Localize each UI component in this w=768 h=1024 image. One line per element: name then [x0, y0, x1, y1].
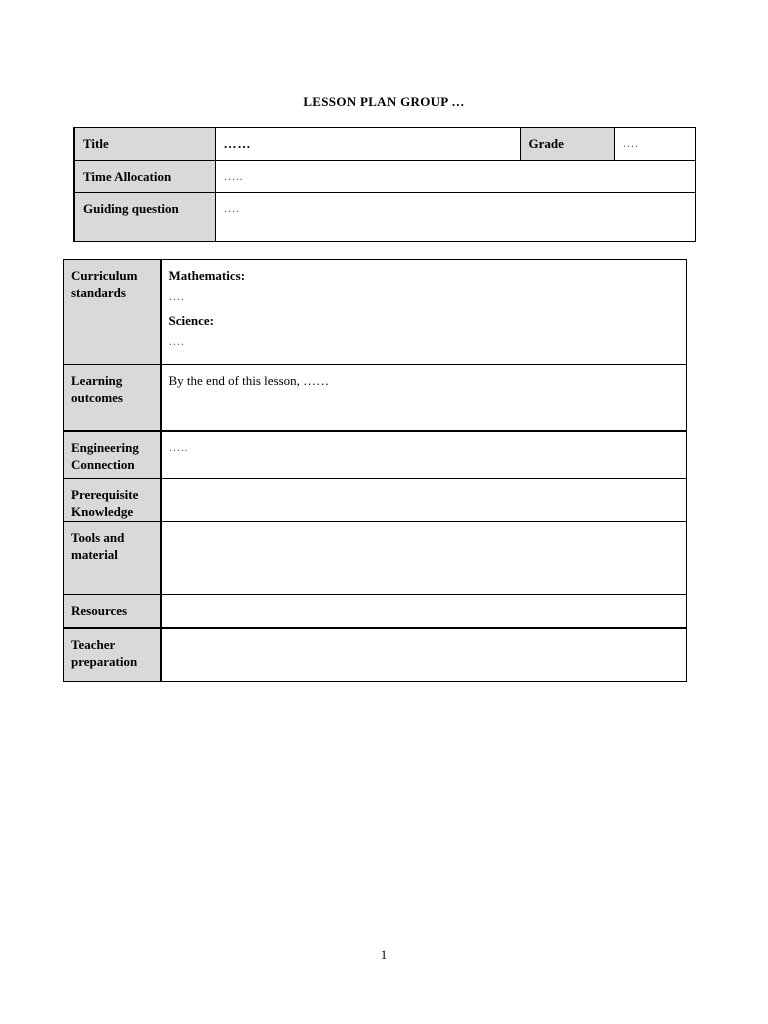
learning-outcomes-row [64, 365, 687, 431]
learning-outcomes-label-cell [64, 365, 161, 431]
learning-outcomes-value-cell[interactable] [161, 365, 687, 431]
engineering-connection-value-cell[interactable] [161, 431, 687, 479]
time-allocation-label: Time Allocation [83, 169, 172, 184]
grade-value: …. [622, 136, 639, 150]
curriculum-standards-label-cell [64, 260, 161, 365]
guiding-question-row [74, 193, 695, 242]
time-allocation-value-cell[interactable] [215, 161, 695, 193]
resources-value-cell[interactable] [161, 595, 687, 628]
grade-label-cell [520, 128, 614, 161]
curriculum-standards-value-cell[interactable] [161, 260, 687, 365]
title-row [74, 128, 695, 161]
tools-and-material-row [64, 522, 687, 595]
science-label: Science: [168, 313, 214, 328]
grade-label: Grade [528, 136, 564, 151]
engineering-connection-row [64, 431, 687, 479]
document-title: LESSON PLAN GROUP … [303, 94, 465, 109]
lesson-header-table [73, 127, 696, 242]
prerequisite-knowledge-row [64, 479, 687, 522]
curriculum-standards-label: Curriculum standards [71, 268, 138, 300]
learning-outcomes-label: Learning outcomes [71, 373, 123, 405]
time-allocation-value: ….. [223, 169, 243, 183]
resources-row [64, 595, 687, 628]
guiding-question-value-cell[interactable] [215, 193, 695, 242]
title-value-cell[interactable] [215, 128, 520, 161]
prerequisite-knowledge-label: Prerequisite Knowledge [71, 487, 139, 519]
resources-label-cell [64, 595, 161, 628]
engineering-connection-value: ….. [168, 439, 188, 454]
tools-and-material-label: Tools and material [71, 530, 125, 562]
time-allocation-row [74, 161, 695, 193]
teacher-preparation-row [64, 628, 687, 682]
engineering-connection-label-cell [64, 431, 161, 479]
tools-and-material-label-cell [64, 522, 161, 595]
page-number: 1 [380, 947, 388, 962]
teacher-preparation-value-cell[interactable] [161, 628, 687, 682]
guiding-question-label-cell [74, 193, 215, 242]
teacher-preparation-label: Teacher preparation [71, 636, 138, 669]
tools-and-material-value-cell[interactable] [161, 522, 687, 595]
prerequisite-knowledge-value-cell[interactable] [161, 479, 687, 522]
teacher-preparation-label-cell [64, 628, 161, 682]
title-label: Title [83, 136, 109, 151]
guiding-question-value: …. [223, 201, 240, 215]
science-value: …. [168, 334, 185, 348]
resources-label: Resources [71, 603, 128, 618]
title-value: …… [223, 136, 252, 151]
engineering-connection-label: Engineering Connection [71, 439, 139, 472]
curriculum-standards-row [64, 260, 687, 365]
time-allocation-label-cell [74, 161, 215, 193]
mathematics-label: Mathematics: [168, 268, 246, 283]
grade-value-cell[interactable] [614, 128, 695, 161]
lesson-details-table [63, 259, 687, 682]
prerequisite-knowledge-label-cell [64, 479, 161, 522]
guiding-question-label: Guiding question [83, 201, 179, 216]
title-label-cell [74, 128, 215, 161]
learning-outcomes-value: By the end of this lesson, …… [168, 373, 330, 388]
mathematics-value: …. [168, 289, 185, 303]
